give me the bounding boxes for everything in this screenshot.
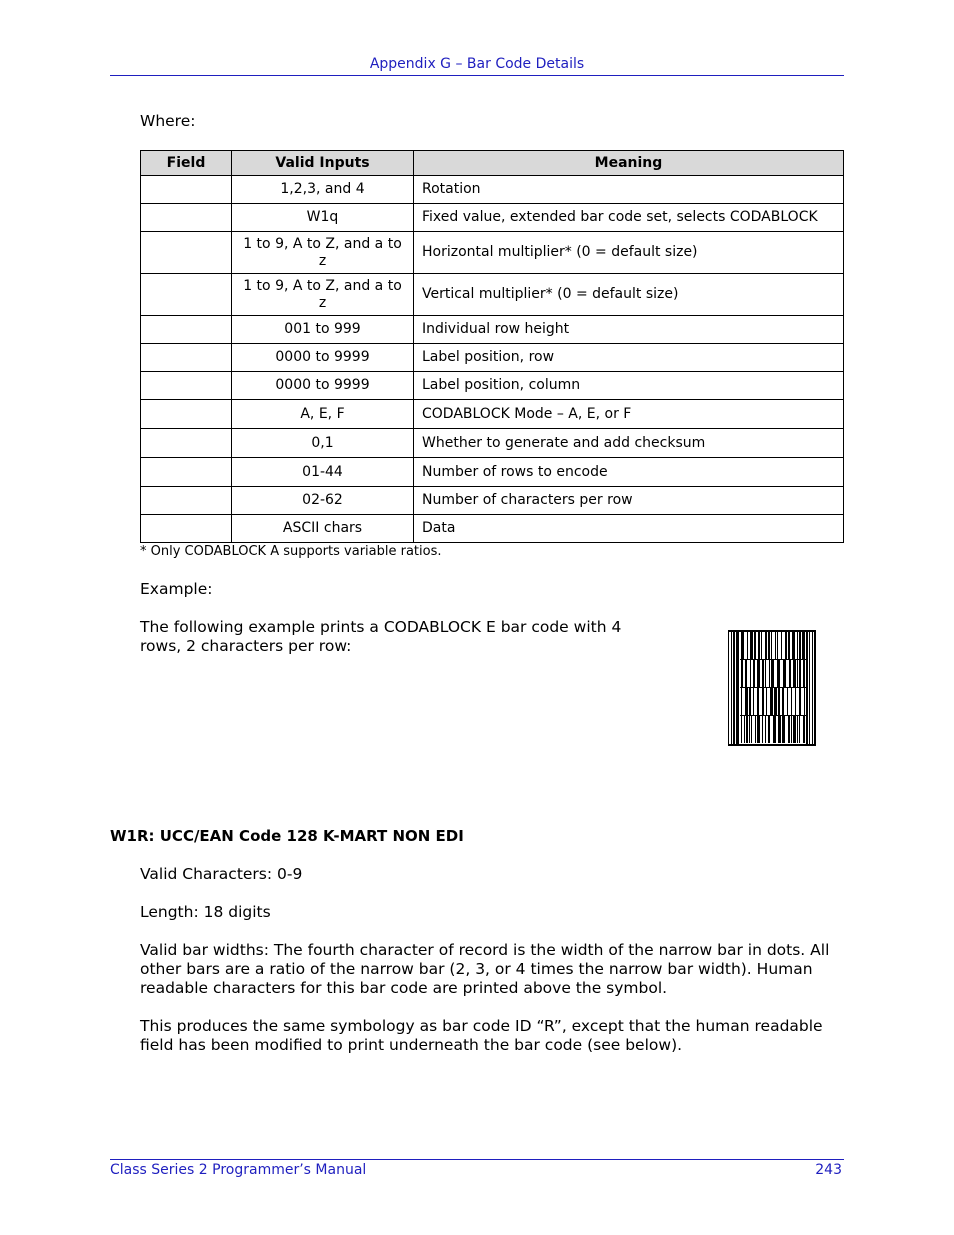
table-cell-meaning: Fixed value, extended bar code set, selects CODABLOCK [414, 204, 844, 232]
table-cell-inputs: 02-62 [232, 487, 414, 515]
table-cell-field [141, 400, 232, 429]
table-row [141, 316, 844, 344]
header-rule [110, 75, 844, 76]
page-header: Appendix G – Bar Code Details [369, 56, 585, 72]
table-cell-inputs: 1 to 9, A to Z, and a to z [232, 232, 414, 274]
codablock-barcode-image [728, 630, 816, 746]
table-cell-inputs: 0000 to 9999 [232, 344, 414, 372]
table-row [141, 176, 844, 204]
column-header-valid-inputs: Valid Inputs [232, 151, 414, 176]
table-cell-field [141, 176, 232, 204]
table-cell-field [141, 204, 232, 232]
symbology-note-text: This produces the same symbology as bar code ID “R”, except that the human readable field has been modified to print underneath the bar code (see below). [140, 1017, 823, 1054]
example-label: Example: [140, 580, 213, 598]
table-cell-field [141, 274, 232, 316]
footer-page-number: 243 [815, 1162, 842, 1178]
table-cell-inputs: 1,2,3, and 4 [232, 176, 414, 204]
table-row [141, 274, 844, 316]
table-row [141, 400, 844, 429]
field-table [140, 150, 844, 543]
table-cell-meaning: Whether to generate and add checksum [414, 429, 844, 458]
table-cell-field [141, 515, 232, 543]
column-header-meaning: Meaning [414, 151, 844, 176]
table-cell-inputs: 001 to 999 [232, 316, 414, 344]
table-cell-meaning: CODABLOCK Mode – A, E, or F [414, 400, 844, 429]
column-header-field: Field [141, 151, 232, 176]
table-cell-meaning: Rotation [414, 176, 844, 204]
length-text: Length: 18 digits [140, 903, 271, 921]
table-cell-meaning: Vertical multiplier* (0 = default size) [414, 274, 844, 316]
bar-widths-text: Valid bar widths: The fourth character of record is the width of the narrow bar in dots. All other bars are a ratio of the narrow bar (2, 3, or 4 times the narrow bar width). Human readable characters for this bar code are printed above the symbol. [140, 941, 830, 997]
table-row [141, 204, 844, 232]
where-label: Where: [140, 112, 196, 130]
table-row [141, 515, 844, 543]
table-cell-inputs: ASCII chars [232, 515, 414, 543]
footer-manual-title: Class Series 2 Programmer’s Manual [110, 1162, 367, 1178]
table-footnote: * Only CODABLOCK A supports variable ratios. [140, 544, 442, 559]
valid-characters-text: Valid Characters: 0-9 [140, 865, 303, 883]
table-row [141, 458, 844, 487]
table-cell-inputs: 0,1 [232, 429, 414, 458]
table-cell-field [141, 372, 232, 400]
table-cell-inputs: A, E, F [232, 400, 414, 429]
table-row [141, 232, 844, 274]
table-cell-field [141, 316, 232, 344]
table-cell-inputs: W1q [232, 204, 414, 232]
section-heading: W1R: UCC/EAN Code 128 K-MART NON EDI [110, 827, 464, 845]
table-cell-inputs: 0000 to 9999 [232, 372, 414, 400]
table-row [141, 372, 844, 400]
table-header-row [141, 151, 844, 176]
example-description: The following example prints a CODABLOCK E bar code with 4 rows, 2 characters per row: [140, 618, 622, 655]
table-cell-field [141, 487, 232, 515]
table-cell-meaning: Number of rows to encode [414, 458, 844, 487]
table-cell-meaning: Horizontal multiplier* (0 = default size) [414, 232, 844, 274]
table-row [141, 487, 844, 515]
table-row [141, 429, 844, 458]
table-cell-meaning: Number of characters per row [414, 487, 844, 515]
table-cell-meaning: Individual row height [414, 316, 844, 344]
table-row [141, 344, 844, 372]
table-cell-meaning: Label position, row [414, 344, 844, 372]
table-cell-meaning: Data [414, 515, 844, 543]
table-cell-field [141, 232, 232, 274]
table-cell-inputs: 01-44 [232, 458, 414, 487]
table-cell-meaning: Label position, column [414, 372, 844, 400]
table-cell-field [141, 458, 232, 487]
table-cell-inputs: 1 to 9, A to Z, and a to z [232, 274, 414, 316]
footer-rule [110, 1159, 844, 1160]
table-cell-field [141, 429, 232, 458]
table-cell-field [141, 344, 232, 372]
